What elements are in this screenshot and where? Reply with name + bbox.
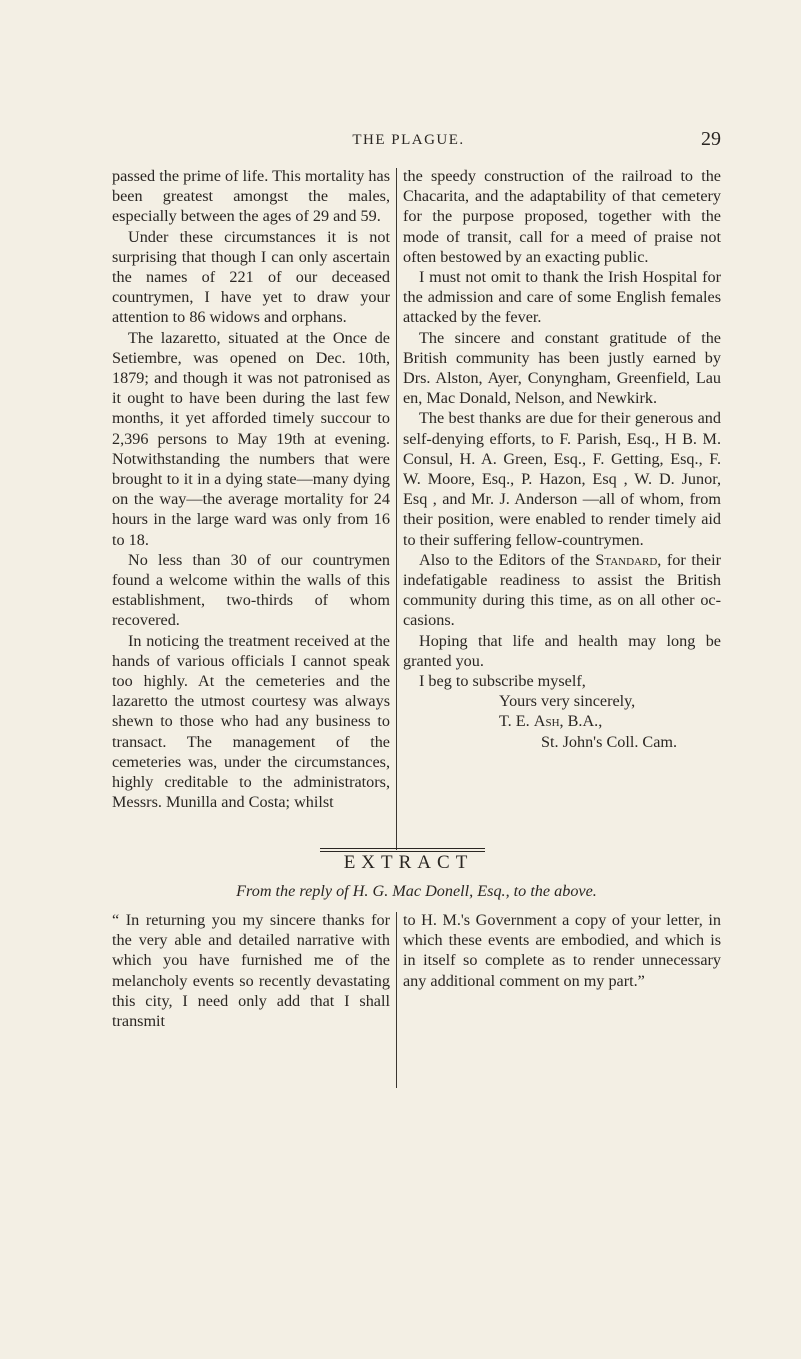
paragraph: passed the prime of life. This mortality has been greatest amongst the males, especially between the ages of 29 and 59.: [112, 167, 390, 226]
paragraph: No less than 30 of our countrymen found a welcome within the walls of this establishment, two-thirds of whom recovered.: [112, 550, 390, 630]
paragraph: [403, 550, 721, 631]
text-run: Also to the Editors of the: [419, 550, 596, 569]
extract-source: From the reply of H. G. Mac Donell, Esq., to the above.: [236, 882, 597, 900]
newspaper-name: Standard: [595, 550, 658, 569]
paragraph: to H. M.'s Government a copy of your letter, in which these events are embodied, and which is in itself so complete as to render unnecessary any additional comment on my part.”: [403, 911, 721, 990]
paragraph: Hoping that life and health may long be granted you.: [403, 631, 721, 670]
column-divider: [396, 168, 397, 850]
paragraph: Under these circumstances it is not surprising that though I can only ascertain the names of 221 of our deceased countrymen, I have yet to draw your attention to 86 widows and orphans.: [112, 227, 390, 327]
extract-right-column: [403, 910, 721, 991]
extract-left-column: [112, 910, 390, 1031]
left-column: [112, 166, 390, 813]
text-run: , B.A.,: [559, 712, 603, 731]
page-number: 29: [701, 128, 721, 150]
surname: Ash: [533, 712, 560, 731]
running-title: THE PLAGUE.: [352, 132, 465, 148]
section-rule: [320, 848, 485, 849]
paragraph: In noticing the treatment received at the hands of various officials I cannot speak too highly. At the cemeteries and the lazaretto the utmost courtesy was always shewn to those who had any business to transact. The management of the cemeteries was, under the circumstances, highly creditable to the administrators, Messrs. Munilla and Costa; whilst: [112, 631, 390, 812]
signature-name: [403, 711, 721, 731]
signature-affiliation: St. John's Coll. Cam.: [541, 732, 678, 751]
paragraph: the speedy construction of the railroad to the Chacarita, and the adaptability of that cemetery for the purpose proposed, together with the mode of transit, call for a meed of praise not often bestowed by an exacting public.: [403, 167, 721, 266]
column-divider: [396, 912, 397, 1088]
text-run: , for their indefatigable readiness to assist the British community during this time, as on all other occasions.: [403, 550, 721, 630]
paragraph: The best thanks are due for their generous and self-denying efforts, to F. Parish, Esq., H B. M. Consul, H. A. Green, Esq., F. Getting, Esq., F. W. Moore, Esq., P. Hazon, Esq , W. D. Junor, Esq , and Mr. J. Anderson —all of whom, from their position, were enabled to render timely aid to their suffering fellow-countrymen.: [403, 409, 721, 549]
page-header: [96, 126, 721, 154]
right-column: [403, 166, 721, 752]
paragraph: I must not omit to thank the Irish Hospital for the admission and care of some English females attacked by the fever.: [403, 268, 721, 327]
paragraph: The lazaretto, situated at the Once de Setiembre, was opened on Dec. 10th, 1879; and though it was not patronised as it ought to have been during the last few months, it yet afforded timely succour to 2,396 persons to May 19th at evening. Notwithstanding the numbers that were brought to it in a dying state—many dying on the way—the average mortality for 24 hours in the large ward was only from 16 to 18.: [112, 328, 390, 549]
paragraph: The sincere and constant gratitude of the British community has been justly earned by Drs. Alston, Ayer, Conyngham, Greenfield, Lau en, Mac Donald, Nelson, and Newkirk.: [403, 328, 721, 408]
text-run: T. E.: [499, 712, 534, 731]
closing-line: I beg to subscribe myself,: [419, 672, 586, 691]
extract-heading: EXTRACT: [343, 852, 474, 873]
paragraph: “ In returning you my sincere thanks for the very able and detailed narrative with which you have furnished me of the melancholy events so recently devastating this city, I need only add that I shall transmit: [112, 911, 390, 1031]
signature-closing: Yours very sincerely,: [499, 692, 636, 711]
